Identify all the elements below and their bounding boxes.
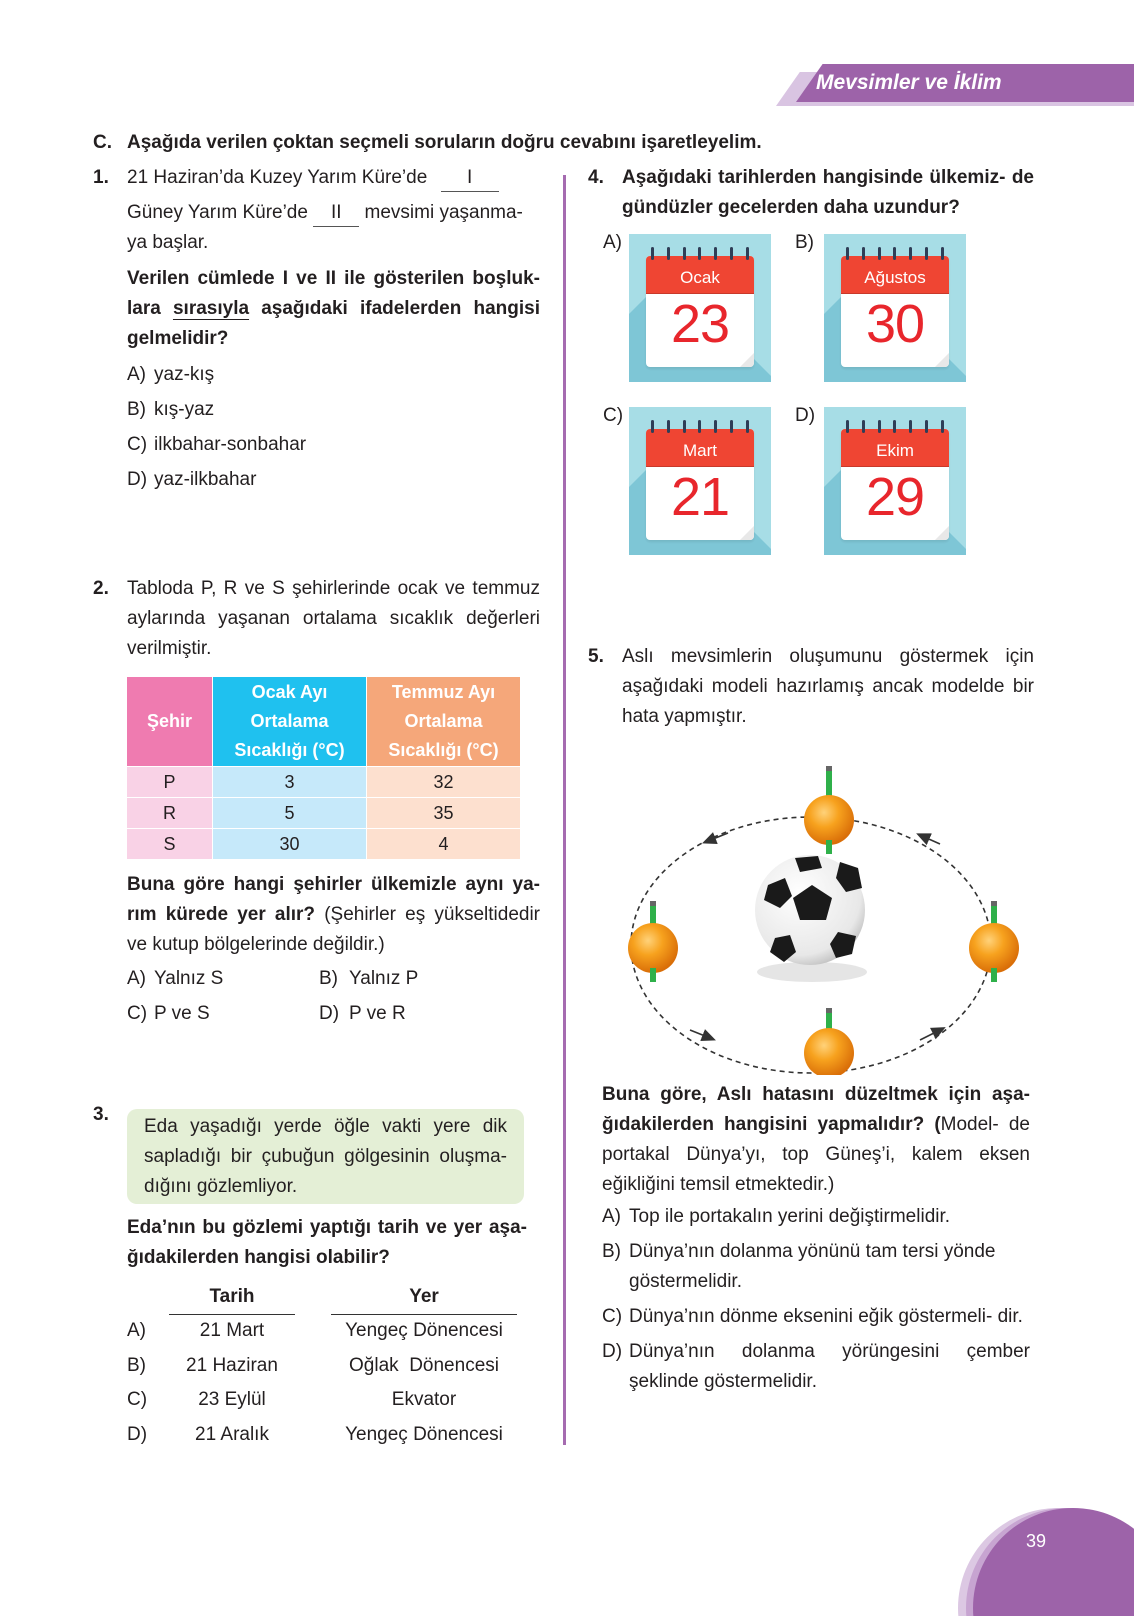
question-2-options [127, 964, 540, 1029]
header-tarih: Tarih [169, 1282, 295, 1315]
option-d-label: D) [795, 405, 816, 426]
header-yer: Yer [331, 1282, 517, 1315]
section-heading [93, 128, 762, 158]
question-1-stem: 21 Haziran’da Kuzey Yarım Küre’de I Güney Yarım Küre’de II mevsimi yaşanma- ya başlar. [127, 167, 523, 253]
seasons-model-illustration [600, 740, 1020, 1075]
table-header-row [127, 1282, 527, 1316]
question-4-prompt: Aşağıdaki tarihlerden hangisinde ülkemiz- de gündüzler gecelerden daha uzundur? [622, 167, 1034, 218]
option-c[interactable]: C) ilkbahar-sonbahar [127, 434, 307, 455]
question-number: 2. [93, 578, 109, 599]
calendar-month: Ocak [646, 256, 754, 294]
option-a-label: A) [603, 232, 622, 253]
binding-rings-icon [846, 420, 944, 434]
option-a[interactable]: A) 21 Mart Yengeç Dönencesi [127, 1320, 503, 1341]
header-july: Temmuz Ayı Ortalama Sıcaklığı (°C) [367, 677, 520, 766]
calendar-page [646, 429, 754, 540]
option-c[interactable]: C) Dünya’nın dönme eksenini eğik göstermeli- dir. [602, 1306, 1023, 1327]
orange-earth-icon-bottom [804, 1008, 854, 1075]
option-d[interactable]: D) P ve R [319, 1003, 406, 1024]
option-b[interactable]: B) Dünya’nın dolanma yönünü tam tersi yönde göstermelidir. [602, 1241, 996, 1292]
emphasis-sirasiyla: sırasıyla [172, 298, 250, 319]
chapter-title: Mevsimler ve İklim [816, 71, 1002, 94]
option-d[interactable]: D) Dünya’nın dolanma yörüngesini çember şeklinde göstermelidir. [602, 1341, 1030, 1392]
calendar-icon-option-d[interactable] [824, 407, 966, 555]
table-row: S 30 4 [127, 829, 520, 859]
calendar-icon-option-c[interactable] [629, 407, 771, 555]
question-number: 1. [93, 167, 109, 188]
blank-2: II [313, 200, 359, 227]
option-c[interactable]: C) 23 Eylül Ekvator [127, 1389, 457, 1410]
section-letter: C. [93, 132, 112, 153]
option-c-label: C) [603, 405, 624, 426]
calendar-page [646, 256, 754, 367]
calendar-icon-option-a[interactable] [629, 234, 771, 382]
option-a[interactable]: A) Top ile portakalın yerini değiştirmelidir. [602, 1206, 951, 1227]
question-2-prompt: Buna göre hangi şehirler ülkemizle aynı ya- rım kürede yer alır? (Şehirler eş yükseltidedir ve kutup bölgelerinde değildir.) [127, 874, 540, 955]
option-b[interactable]: B) 21 Haziran Oğlak Dönencesi [127, 1354, 499, 1376]
orange-earth-icon-top [804, 766, 854, 854]
table-row: R 5 35 [127, 798, 520, 828]
question-number: 5. [588, 646, 604, 667]
binding-rings-icon [651, 420, 749, 434]
table-row: P 3 32 [127, 767, 520, 797]
binding-rings-icon [846, 247, 944, 261]
question-1-prompt: Verilen cümlede I ve II ile gösterilen boşluk- lara sırasıyla aşağıdaki ifadelerden hangisi gelmelidir? [127, 268, 540, 349]
option-b[interactable]: B) Yalnız P [319, 968, 419, 989]
question-3-prompt: Eda’nın bu gözlemi yaptığı tarih ve yer aşa- ğıdakilerden hangisi olabilir? [127, 1217, 527, 1268]
chapter-banner [786, 64, 1134, 104]
table-header-row [127, 677, 520, 766]
question-5-intro: Aslı mevsimlerin oluşumunu göstermek için aşağıdaki modeli hazırlamış ancak modelde bir hata yapmıştır. [622, 646, 1034, 727]
orange-earth-icon-left [628, 901, 678, 982]
option-c[interactable]: C) P ve S [127, 1003, 210, 1024]
calendar-month: Mart [646, 429, 754, 467]
option-b-label: B) [795, 232, 814, 253]
option-a[interactable]: A) yaz-kış [127, 364, 215, 385]
calendar-month: Ağustos [841, 256, 949, 294]
binding-rings-icon [651, 247, 749, 261]
calendar-page [841, 256, 949, 367]
question-2-intro: Tabloda P, R ve S şehirlerinde ocak ve temmuz aylarında yaşanan ortalama sıcaklık değerleri verilmiştir. [127, 578, 540, 659]
blank-1: I [441, 165, 499, 192]
calendar-month: Ekim [841, 429, 949, 467]
calendar-day: 30 [865, 294, 925, 354]
soccer-ball-sun-icon [755, 855, 867, 982]
section-instruction: Aşağıda verilen çoktan seçmeli soruların doğru cevabını işaretleyelim. [127, 132, 762, 153]
orange-earth-icon-right [969, 901, 1019, 982]
question-number: 4. [588, 167, 604, 188]
question-5-options [602, 1202, 1030, 1402]
option-d[interactable]: D) 21 Aralık Yengeç Dönencesi [127, 1423, 503, 1445]
header-january: Ocak Ayı Ortalama Sıcaklığı (°C) [213, 677, 366, 766]
temperature-table [126, 676, 521, 860]
option-b[interactable]: B) kış-yaz [127, 399, 215, 420]
observation-box: Eda yaşadığı yerde öğle vakti yere dik sapladığı bir çubuğun gölgesinin oluşma- dığını gözlemliyor. [127, 1109, 524, 1204]
question-1-options [127, 360, 540, 495]
page-number-tab [958, 1508, 1134, 1616]
option-a[interactable]: A) Yalnız S [127, 968, 224, 989]
calendar-page [841, 429, 949, 540]
page-number: 39 [1026, 1531, 1047, 1551]
calendar-day: 29 [865, 467, 925, 527]
question-number: 3. [93, 1104, 109, 1125]
column-divider [563, 175, 566, 1445]
calendar-day: 21 [670, 467, 730, 527]
question-5-prompt: Buna göre, Aslı hatasını düzeltmek için aşa- ğıdakilerden hangisini yapmalıdır? (Model- de portakal Dünya’yı, top Güneş’i, kalem eksen eğikliğini temsil etmektedir.) [602, 1084, 1030, 1195]
header-city: Şehir [127, 677, 212, 766]
option-d[interactable]: D) yaz-ilkbahar [127, 469, 257, 490]
date-place-table [127, 1282, 527, 1454]
calendar-day: 23 [670, 294, 730, 354]
calendar-icon-option-b[interactable] [824, 234, 966, 382]
